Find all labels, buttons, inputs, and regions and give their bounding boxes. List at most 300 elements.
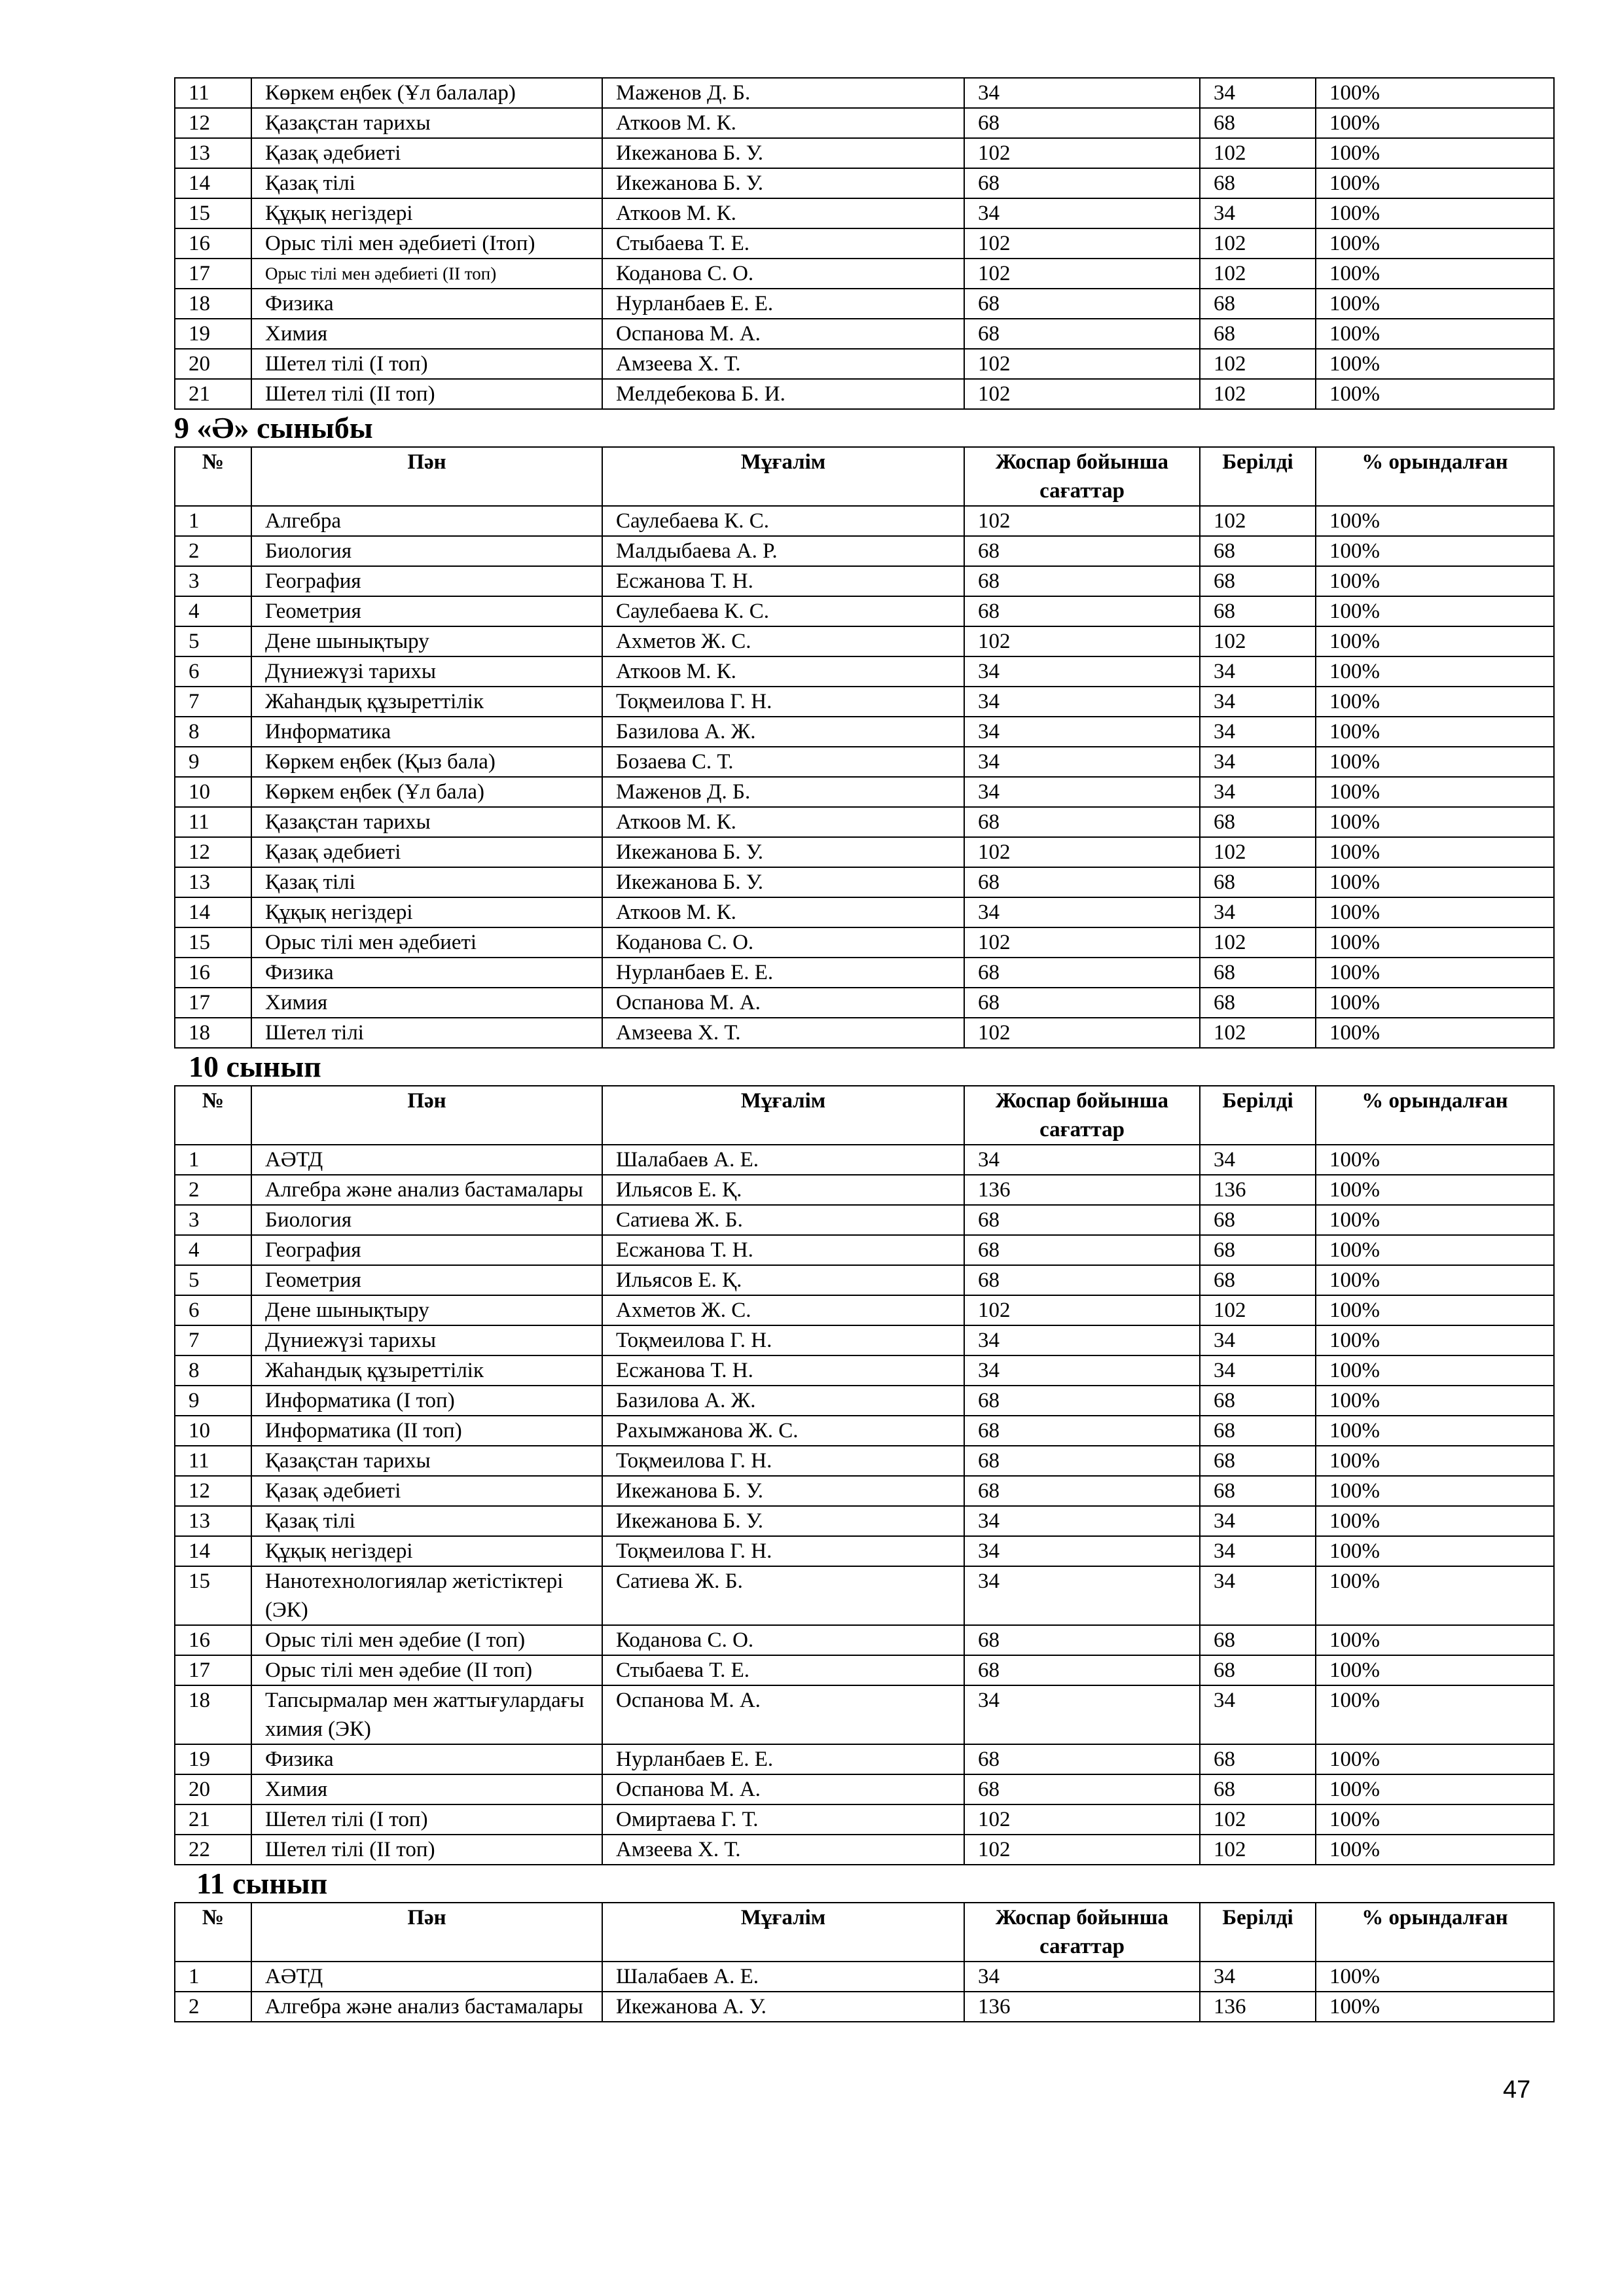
cell-subject: Химия [251,1774,602,1804]
table-header-row [175,1903,1554,1962]
cell-teacher: Аткоов М. К. [602,108,964,138]
cell-row-number: 18 [175,289,251,319]
cell-teacher: Икежанова Б. У. [602,867,964,897]
cell-teacher: Малдыбаева А. Р. [602,536,964,566]
cell-percent-completed: 100% [1316,1774,1554,1804]
cell-row-number: 5 [175,626,251,656]
cell-row-number: 22 [175,1835,251,1865]
cell-subject: Шетел тілі (II топ) [251,1835,602,1865]
cell-planned-hours: 102 [964,259,1200,289]
cell-subject: География [251,1235,602,1265]
cell-teacher: Маженов Д. Б. [602,777,964,807]
cell-percent-completed: 100% [1316,78,1554,108]
header-given-hours: Берілді [1200,1086,1316,1145]
cell-teacher: Нурланбаев Е. Е. [602,289,964,319]
cell-teacher: Базилова А. Ж. [602,717,964,747]
table-row [175,198,1554,228]
cell-percent-completed: 100% [1316,626,1554,656]
cell-given-hours: 34 [1200,1962,1316,1992]
cell-planned-hours: 34 [964,1355,1200,1386]
cell-given-hours: 34 [1200,777,1316,807]
cell-given-hours: 68 [1200,289,1316,319]
table-row [175,1962,1554,1992]
cell-subject: Орыс тілі мен әдебиеті (Iтоп) [251,228,602,259]
header-teacher: Мұғалім [602,1903,964,1962]
table-row [175,626,1554,656]
cell-planned-hours: 34 [964,1325,1200,1355]
cell-given-hours: 34 [1200,1145,1316,1175]
cell-planned-hours: 102 [964,379,1200,409]
cell-percent-completed: 100% [1316,1804,1554,1835]
cell-teacher: Шалабаев А. Е. [602,1962,964,1992]
cell-planned-hours: 68 [964,168,1200,198]
cell-row-number: 15 [175,927,251,958]
header-subject: Пән [251,447,602,506]
header-subject: Пән [251,1903,602,1962]
cell-given-hours: 68 [1200,536,1316,566]
cell-subject: Дүниежүзі тарихы [251,656,602,687]
cell-teacher: Маженов Д. Б. [602,78,964,108]
cell-given-hours: 34 [1200,1325,1316,1355]
header-subject: Пән [251,1086,602,1145]
table-row [175,1355,1554,1386]
cell-row-number: 21 [175,379,251,409]
table-row [175,1325,1554,1355]
cell-planned-hours: 102 [964,1835,1200,1865]
cell-percent-completed: 100% [1316,596,1554,626]
table-row [175,1566,1554,1625]
cell-teacher: Саулебаева К. С. [602,596,964,626]
cell-subject: Қазақ тілі [251,168,602,198]
cell-teacher: Есжанова Т. Н. [602,1355,964,1386]
table-row [175,1774,1554,1804]
cell-teacher: Амзеева Х. Т. [602,349,964,379]
cell-percent-completed: 100% [1316,379,1554,409]
table-row [175,1804,1554,1835]
cell-subject: Тапсырмалар мен жаттығулардағы химия (ЭК) [251,1685,602,1744]
cell-subject: Геометрия [251,596,602,626]
cell-row-number: 14 [175,897,251,927]
cell-percent-completed: 100% [1316,1566,1554,1625]
cell-subject: Химия [251,319,602,349]
table-row [175,1744,1554,1774]
cell-teacher: Базилова А. Ж. [602,1386,964,1416]
cell-subject: Алгебра және анализ бастамалары [251,1175,602,1205]
cell-row-number: 16 [175,958,251,988]
cell-given-hours: 68 [1200,1744,1316,1774]
cell-given-hours: 34 [1200,78,1316,108]
cell-planned-hours: 68 [964,1205,1200,1235]
table-row [175,1625,1554,1655]
cell-planned-hours: 68 [964,1446,1200,1476]
cell-percent-completed: 100% [1316,1446,1554,1476]
cell-planned-hours: 136 [964,1175,1200,1205]
cell-planned-hours: 68 [964,867,1200,897]
table-row [175,1235,1554,1265]
cell-percent-completed: 100% [1316,228,1554,259]
cell-row-number: 19 [175,1744,251,1774]
cell-given-hours: 68 [1200,1625,1316,1655]
table-row [175,506,1554,536]
cell-percent-completed: 100% [1316,988,1554,1018]
cell-teacher: Оспанова М. А. [602,319,964,349]
cell-subject: Жаһандық құзыреттілік [251,1355,602,1386]
cell-percent-completed: 100% [1316,1835,1554,1865]
cell-given-hours: 102 [1200,349,1316,379]
cell-subject: Химия [251,988,602,1018]
cell-row-number: 10 [175,777,251,807]
cell-given-hours: 136 [1200,1992,1316,2022]
cell-subject: Қазақстан тарихы [251,807,602,837]
cell-given-hours: 102 [1200,138,1316,168]
cell-percent-completed: 100% [1316,656,1554,687]
cell-subject: Қазақ әдебиеті [251,1476,602,1506]
table-row [175,807,1554,837]
cell-subject: Көркем еңбек (Ұл балалар) [251,78,602,108]
hours-table [174,1085,1555,1865]
header-percent-completed: % орындалған [1316,447,1554,506]
table-row [175,259,1554,289]
cell-planned-hours: 102 [964,138,1200,168]
cell-subject: Информатика (I топ) [251,1386,602,1416]
cell-subject: Алгебра және анализ бастамалары [251,1992,602,2022]
cell-row-number: 9 [175,747,251,777]
cell-subject: Алгебра [251,506,602,536]
cell-row-number: 17 [175,259,251,289]
cell-percent-completed: 100% [1316,807,1554,837]
cell-percent-completed: 100% [1316,1416,1554,1446]
cell-row-number: 2 [175,536,251,566]
cell-planned-hours: 68 [964,596,1200,626]
cell-percent-completed: 100% [1316,566,1554,596]
cell-row-number: 13 [175,867,251,897]
table-row [175,1446,1554,1476]
cell-row-number: 1 [175,506,251,536]
table-row [175,717,1554,747]
cell-given-hours: 34 [1200,687,1316,717]
cell-percent-completed: 100% [1316,138,1554,168]
cell-percent-completed: 100% [1316,867,1554,897]
cell-percent-completed: 100% [1316,289,1554,319]
cell-percent-completed: 100% [1316,1744,1554,1774]
cell-teacher: Нурланбаев Е. Е. [602,958,964,988]
cell-given-hours: 102 [1200,506,1316,536]
cell-subject: Орыс тілі мен әдебие (II топ) [251,1655,602,1685]
cell-percent-completed: 100% [1316,506,1554,536]
cell-teacher: Ахметов Ж. С. [602,626,964,656]
cell-row-number: 16 [175,228,251,259]
table-row [175,1265,1554,1295]
table-row [175,1655,1554,1685]
hours-table [174,77,1555,410]
cell-planned-hours: 68 [964,1476,1200,1506]
cell-percent-completed: 100% [1316,958,1554,988]
cell-given-hours: 34 [1200,747,1316,777]
cell-subject: Орыс тілі мен әдебиеті (II топ) [251,259,602,289]
cell-row-number: 13 [175,1506,251,1536]
cell-given-hours: 102 [1200,927,1316,958]
table-row [175,1835,1554,1865]
cell-teacher: Икежанова Б. У. [602,1506,964,1536]
cell-planned-hours: 34 [964,777,1200,807]
table-header-row [175,1086,1554,1145]
cell-planned-hours: 34 [964,198,1200,228]
cell-teacher: Икежанова Б. У. [602,138,964,168]
cell-percent-completed: 100% [1316,927,1554,958]
table-row [175,1205,1554,1235]
cell-percent-completed: 100% [1316,1145,1554,1175]
cell-teacher: Икежанова А. У. [602,1992,964,2022]
cell-row-number: 5 [175,1265,251,1295]
cell-subject: Дене шынықтыру [251,626,602,656]
cell-subject: Қазақ әдебиеті [251,837,602,867]
cell-percent-completed: 100% [1316,1685,1554,1744]
cell-planned-hours: 68 [964,566,1200,596]
cell-planned-hours: 102 [964,1804,1200,1835]
cell-subject: География [251,566,602,596]
cell-teacher: Коданова С. О. [602,927,964,958]
cell-teacher: Амзеева Х. Т. [602,1835,964,1865]
cell-row-number: 9 [175,1386,251,1416]
cell-subject: Қазақстан тарихы [251,1446,602,1476]
cell-planned-hours: 102 [964,1295,1200,1325]
cell-row-number: 3 [175,566,251,596]
cell-planned-hours: 34 [964,747,1200,777]
cell-row-number: 21 [175,1804,251,1835]
cell-percent-completed: 100% [1316,1506,1554,1536]
cell-given-hours: 102 [1200,259,1316,289]
cell-given-hours: 68 [1200,168,1316,198]
cell-given-hours: 68 [1200,1446,1316,1476]
cell-subject: Дүниежүзі тарихы [251,1325,602,1355]
cell-teacher: Сатиева Ж. Б. [602,1566,964,1625]
cell-percent-completed: 100% [1316,1992,1554,2022]
cell-row-number: 14 [175,168,251,198]
cell-percent-completed: 100% [1316,1018,1554,1048]
cell-planned-hours: 68 [964,958,1200,988]
cell-teacher: Ильясов Е. Қ. [602,1175,964,1205]
table-row [175,958,1554,988]
cell-percent-completed: 100% [1316,1962,1554,1992]
cell-planned-hours: 34 [964,1536,1200,1566]
cell-planned-hours: 102 [964,349,1200,379]
cell-subject: Құқық негіздері [251,897,602,927]
cell-row-number: 7 [175,1325,251,1355]
header-row-number: № [175,1086,251,1145]
cell-planned-hours: 68 [964,1265,1200,1295]
cell-teacher: Мелдебекова Б. И. [602,379,964,409]
table-row [175,1536,1554,1566]
cell-given-hours: 102 [1200,228,1316,259]
table-row [175,379,1554,409]
cell-given-hours: 102 [1200,1835,1316,1865]
cell-percent-completed: 100% [1316,1325,1554,1355]
cell-planned-hours: 68 [964,1416,1200,1446]
page-number: 47 [1503,2076,1531,2104]
cell-percent-completed: 100% [1316,1355,1554,1386]
cell-teacher: Стыбаева Т. Е. [602,228,964,259]
cell-row-number: 6 [175,656,251,687]
table-row [175,687,1554,717]
cell-row-number: 6 [175,1295,251,1325]
cell-percent-completed: 100% [1316,1295,1554,1325]
cell-planned-hours: 68 [964,289,1200,319]
cell-percent-completed: 100% [1316,259,1554,289]
cell-percent-completed: 100% [1316,1205,1554,1235]
cell-subject: Физика [251,1744,602,1774]
cell-percent-completed: 100% [1316,687,1554,717]
table-row [175,777,1554,807]
cell-row-number: 18 [175,1685,251,1744]
cell-planned-hours: 68 [964,807,1200,837]
cell-planned-hours: 34 [964,717,1200,747]
cell-row-number: 11 [175,78,251,108]
cell-row-number: 11 [175,807,251,837]
table-row [175,656,1554,687]
cell-subject: Қазақ әдебиеті [251,138,602,168]
cell-given-hours: 34 [1200,1506,1316,1536]
cell-subject: АӘТД [251,1145,602,1175]
cell-percent-completed: 100% [1316,1536,1554,1566]
cell-percent-completed: 100% [1316,1175,1554,1205]
cell-planned-hours: 34 [964,1685,1200,1744]
cell-given-hours: 68 [1200,1416,1316,1446]
cell-subject: Қазақ тілі [251,867,602,897]
table-row [175,837,1554,867]
cell-teacher: Бозаева С. Т. [602,747,964,777]
table-row [175,1506,1554,1536]
cell-row-number: 10 [175,1416,251,1446]
cell-planned-hours: 102 [964,506,1200,536]
cell-percent-completed: 100% [1316,897,1554,927]
header-row-number: № [175,1903,251,1962]
cell-row-number: 19 [175,319,251,349]
cell-row-number: 17 [175,988,251,1018]
cell-given-hours: 102 [1200,1295,1316,1325]
cell-planned-hours: 102 [964,1018,1200,1048]
cell-subject: Жаһандық құзыреттілік [251,687,602,717]
cell-row-number: 12 [175,1476,251,1506]
table-row [175,1386,1554,1416]
table-row [175,1175,1554,1205]
cell-teacher: Саулебаева К. С. [602,506,964,536]
cell-subject: Шетел тілі (І топ) [251,349,602,379]
hours-table [174,1902,1555,2022]
cell-subject: Биология [251,1205,602,1235]
class-section-title: 9 «Ә» сыныбы [174,411,373,444]
cell-percent-completed: 100% [1316,108,1554,138]
cell-teacher: Шалабаев А. Е. [602,1145,964,1175]
cell-given-hours: 34 [1200,656,1316,687]
table-row [175,1018,1554,1048]
cell-row-number: 4 [175,596,251,626]
cell-given-hours: 68 [1200,1655,1316,1685]
cell-teacher: Есжанова Т. Н. [602,566,964,596]
cell-subject: Құқық негіздері [251,1536,602,1566]
cell-given-hours: 102 [1200,837,1316,867]
cell-teacher: Есжанова Т. Н. [602,1235,964,1265]
cell-given-hours: 34 [1200,1355,1316,1386]
table-row [175,319,1554,349]
class-section-title: 10 сынып [189,1050,321,1083]
cell-teacher: Оспанова М. А. [602,988,964,1018]
cell-teacher: Икежанова Б. У. [602,168,964,198]
cell-planned-hours: 68 [964,1386,1200,1416]
cell-percent-completed: 100% [1316,1235,1554,1265]
cell-planned-hours: 34 [964,687,1200,717]
table-row [175,927,1554,958]
table-row [175,228,1554,259]
cell-teacher: Омиртаева Г. Т. [602,1804,964,1835]
table-row [175,1145,1554,1175]
cell-given-hours: 68 [1200,1265,1316,1295]
cell-teacher: Ахметов Ж. С. [602,1295,964,1325]
cell-row-number: 12 [175,108,251,138]
cell-subject: Геометрия [251,1265,602,1295]
cell-teacher: Амзеева Х. Т. [602,1018,964,1048]
header-given-hours: Берілді [1200,1903,1316,1962]
cell-percent-completed: 100% [1316,777,1554,807]
cell-subject: Қазақстан тарихы [251,108,602,138]
cell-given-hours: 68 [1200,319,1316,349]
cell-percent-completed: 100% [1316,1265,1554,1295]
cell-teacher: Аткоов М. К. [602,656,964,687]
cell-planned-hours: 68 [964,988,1200,1018]
table-row [175,1992,1554,2022]
cell-given-hours: 34 [1200,1536,1316,1566]
cell-row-number: 15 [175,198,251,228]
cell-row-number: 1 [175,1962,251,1992]
cell-percent-completed: 100% [1316,168,1554,198]
table-row [175,168,1554,198]
header-planned-hours: Жоспар бойынша сағаттар [964,447,1200,506]
cell-row-number: 16 [175,1625,251,1655]
document-page [174,77,1553,2022]
cell-subject: Биология [251,536,602,566]
cell-percent-completed: 100% [1316,319,1554,349]
cell-given-hours: 34 [1200,198,1316,228]
cell-teacher: Рахымжанова Ж. С. [602,1416,964,1446]
cell-planned-hours: 68 [964,1625,1200,1655]
cell-given-hours: 34 [1200,897,1316,927]
cell-percent-completed: 100% [1316,747,1554,777]
cell-planned-hours: 34 [964,897,1200,927]
cell-row-number: 3 [175,1205,251,1235]
cell-planned-hours: 34 [964,1506,1200,1536]
cell-subject: Физика [251,958,602,988]
cell-planned-hours: 102 [964,927,1200,958]
header-given-hours: Берілді [1200,447,1316,506]
cell-planned-hours: 34 [964,78,1200,108]
cell-subject: Физика [251,289,602,319]
table-row [175,349,1554,379]
cell-teacher: Тоқмеилова Г. Н. [602,687,964,717]
cell-teacher: Икежанова Б. У. [602,837,964,867]
cell-row-number: 8 [175,1355,251,1386]
table-row [175,536,1554,566]
cell-subject: Қазақ тілі [251,1506,602,1536]
cell-teacher: Аткоов М. К. [602,897,964,927]
cell-teacher: Коданова С. О. [602,259,964,289]
table-row [175,1685,1554,1744]
cell-planned-hours: 68 [964,108,1200,138]
cell-given-hours: 68 [1200,1774,1316,1804]
cell-subject: Орыс тілі мен әдебие (I топ) [251,1625,602,1655]
table-row [175,108,1554,138]
cell-teacher: Стыбаева Т. Е. [602,1655,964,1685]
cell-teacher: Нурланбаев Е. Е. [602,1744,964,1774]
cell-row-number: 12 [175,837,251,867]
